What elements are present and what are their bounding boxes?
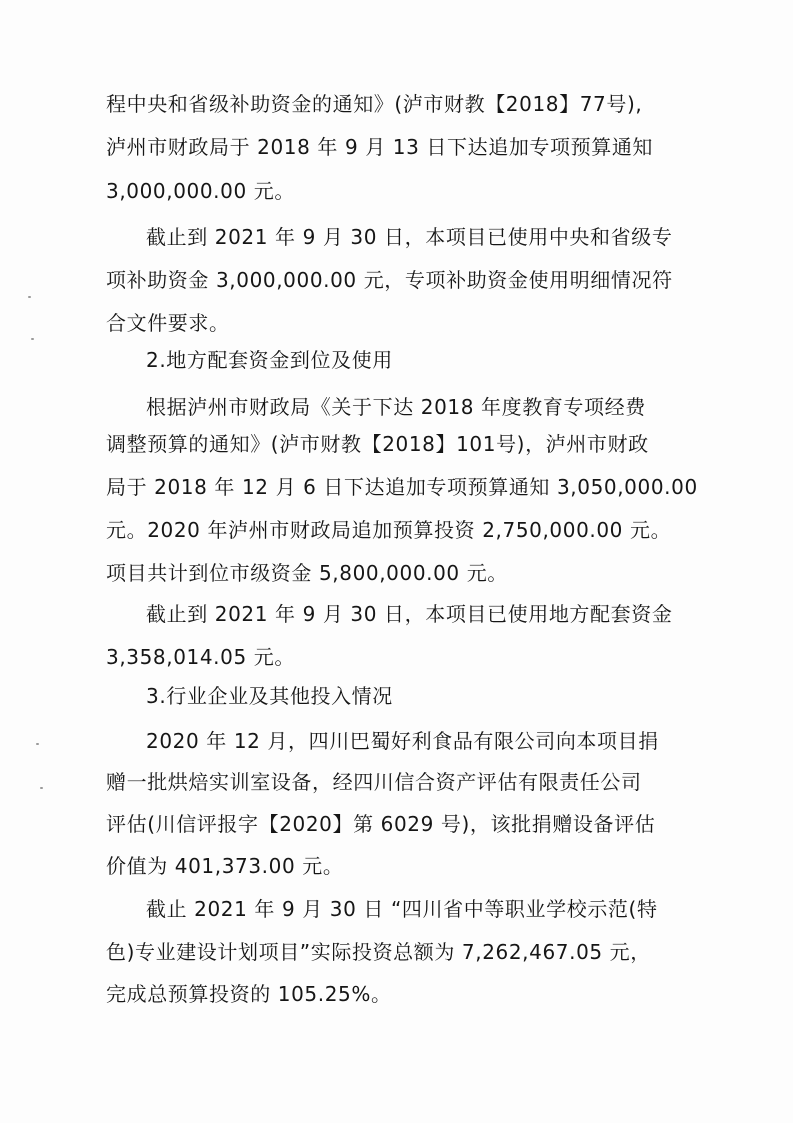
body-text-line: 截止 2021 年 9 月 30 日 “四川省中等职业学校示范(特 xyxy=(146,897,658,921)
body-text-line: 3,358,014.05 元。 xyxy=(106,645,295,669)
body-text-line: 3,000,000.00 元。 xyxy=(106,179,295,203)
body-text-line: 元。2020 年泸州市财政局追加预算投资 2,750,000.00 元。 xyxy=(106,518,672,542)
body-text-line: 项补助资金 3,000,000.00 元，专项补助资金使用明细情况符 xyxy=(106,268,673,292)
body-text-line: 价值为 401,373.00 元。 xyxy=(106,854,344,878)
scan-speck xyxy=(36,743,39,745)
body-text-line: 色)专业建设计划项目”实际投资总额为 7,262,467.05 元， xyxy=(106,940,651,964)
scan-speck xyxy=(31,338,34,340)
body-text-line: 调整预算的通知》(泸市财教【2018】101号)，泸州市财政 xyxy=(106,432,649,456)
body-text-line: 2020 年 12 月，四川巴蜀好利食品有限公司向本项目捐 xyxy=(146,729,659,753)
body-text-line: 泸州市财政局于 2018 年 9 月 13 日下达追加专项预算通知 xyxy=(106,135,654,159)
body-text-line: 完成总预算投资的 105.25%。 xyxy=(106,982,392,1006)
body-text-line: 评估(川信评报字【2020】第 6029 号)，该批捐赠设备评估 xyxy=(106,812,656,836)
section-heading: 3.行业企业及其他投入情况 xyxy=(146,684,393,708)
scan-speck xyxy=(28,296,31,298)
body-text-line: 项目共计到位市级资金 5,800,000.00 元。 xyxy=(106,561,508,585)
body-text-line: 局于 2018 年 12 月 6 日下达追加专项预算通知 3,050,000.00 xyxy=(106,475,698,499)
scan-speck xyxy=(40,787,43,789)
body-text-line: 程中央和省级补助资金的通知》(泸市财教【2018】77号), xyxy=(106,92,643,116)
body-text-line: 合文件要求。 xyxy=(106,311,230,335)
body-text-line: 赠一批烘焙实训室设备，经四川信合资产评估有限责任公司 xyxy=(106,770,642,794)
body-text-line: 截止到 2021 年 9 月 30 日，本项目已使用中央和省级专 xyxy=(146,225,673,249)
body-text-line: 根据泸州市财政局《关于下达 2018 年度教育专项经费 xyxy=(146,395,646,419)
section-heading: 2.地方配套资金到位及使用 xyxy=(146,348,393,372)
body-text-line: 截止到 2021 年 9 月 30 日，本项目已使用地方配套资金 xyxy=(146,602,673,626)
